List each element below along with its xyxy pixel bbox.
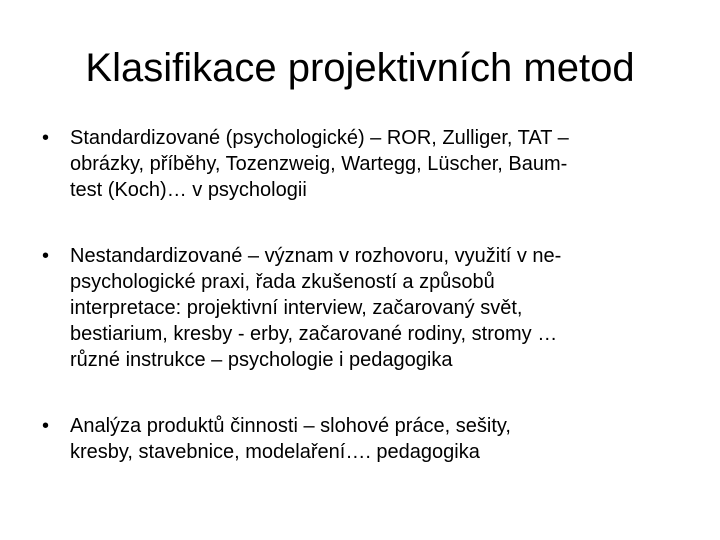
bullet-item-standardized xyxy=(42,125,672,203)
bullet-text-line: Nestandardizované – význam v rozhovoru, využití v ne- xyxy=(70,245,562,267)
bullet-marker: • xyxy=(42,415,50,437)
bullet-item-product-analysis xyxy=(42,413,672,465)
bullet-text-line: bestiarium, kresby - erby, začarované rodiny, stromy … xyxy=(70,323,558,345)
bullet-text-line: kresby, stavebnice, modelaření…. pedagogika xyxy=(70,441,480,463)
bullet-item-nonstandardized xyxy=(42,243,672,373)
slide-title: Klasifikace projektivních metod xyxy=(85,46,635,90)
bullet-text-line: psychologické praxi, řada zkušeností a způsobů xyxy=(70,271,495,293)
bullet-text-line: obrázky, příběhy, Tozenzweig, Wartegg, Lüscher, Baum- xyxy=(70,153,568,175)
bullet-marker: • xyxy=(42,127,50,149)
bullet-text-line: test (Koch)… v psychologii xyxy=(70,179,307,201)
bullet-marker: • xyxy=(42,245,50,267)
bullet-text-line: interpretace: projektivní interview, začarovaný svět, xyxy=(70,297,523,319)
bullet-text-line: Standardizované (psychologické) – ROR, Zulliger, TAT – xyxy=(70,127,569,149)
bullet-text-line: různé instrukce – psychologie i pedagogika xyxy=(70,349,453,371)
bullet-text-line: Analýza produktů činnosti – slohové práce, sešity, xyxy=(70,415,511,437)
bullet-list xyxy=(42,125,672,465)
